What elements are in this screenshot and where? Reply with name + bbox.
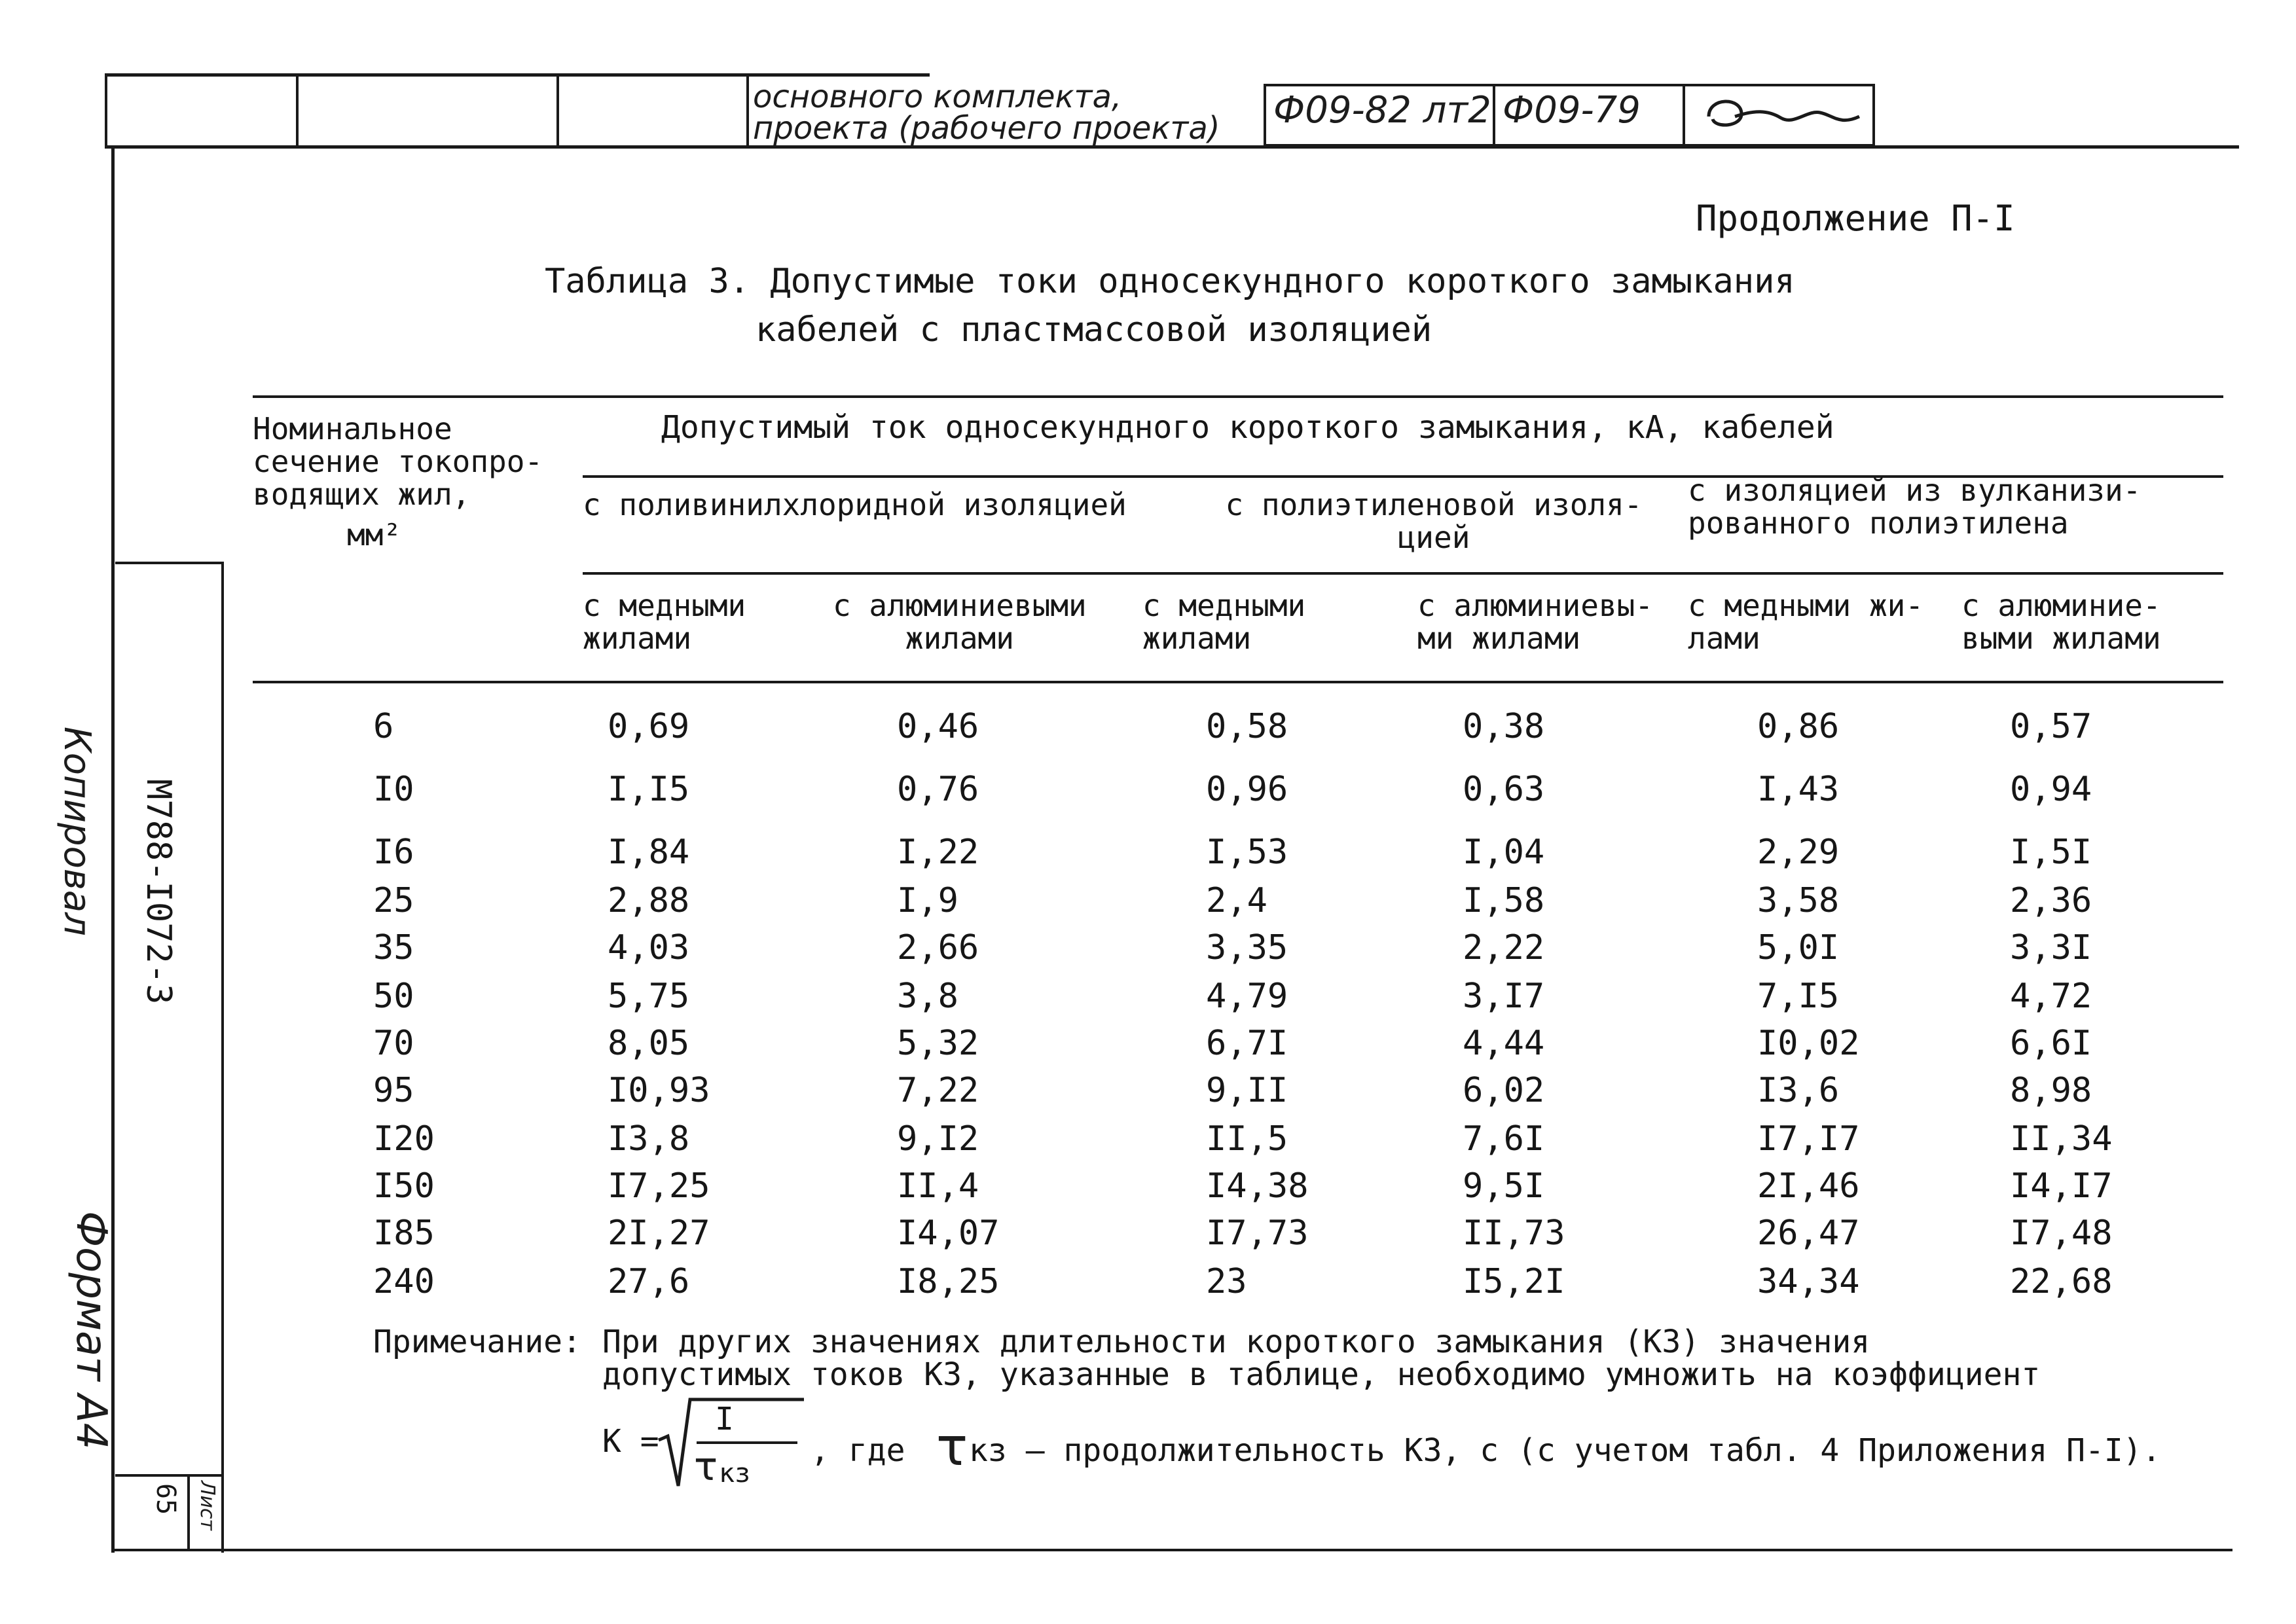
- row-section: 95: [373, 1071, 414, 1110]
- row-value: 4,44: [1463, 1024, 1545, 1063]
- row-value: I,84: [608, 833, 690, 872]
- row-value: 0,76: [897, 770, 979, 809]
- row-value: I4,07: [897, 1214, 1000, 1253]
- row-value: 8,98: [2010, 1071, 2092, 1110]
- table-subtitle: кабелей с пластмассовой изоляцией: [756, 310, 1432, 350]
- row-value: I,22: [897, 833, 979, 872]
- row-value: 9,II: [1206, 1071, 1288, 1110]
- header-sub-aluminium-pvc: с алюминиевыми жилами: [833, 588, 1087, 656]
- side-stamp-block: [115, 562, 224, 1553]
- title-block-top-rule: [105, 73, 930, 77]
- frame-bottom-line: [111, 1549, 2232, 1551]
- row-value: 7,6I: [1463, 1119, 1545, 1159]
- row-value: 4,79: [1206, 977, 1288, 1016]
- row-value: 34,34: [1757, 1262, 1860, 1301]
- row-value: 4,72: [2010, 977, 2092, 1016]
- header-group-pvc: с поливинилхлоридной изоляцией: [583, 487, 1127, 522]
- header-sub-copper-pvc: с медными жилами: [583, 588, 746, 656]
- formula-k: К =: [602, 1423, 659, 1460]
- row-value: 27,6: [608, 1262, 690, 1301]
- row-value: I,I5: [608, 770, 690, 809]
- note-tail: кз – продолжительность КЗ, с (с учетом табл. 4 Приложения П-I).: [969, 1432, 2161, 1469]
- row-value: 0,96: [1206, 770, 1288, 809]
- form-code: Ф09-79: [1503, 89, 1641, 132]
- row-value: 2I,46: [1757, 1166, 1860, 1206]
- row-value: I,04: [1463, 833, 1545, 872]
- title-block-divider: [556, 73, 559, 145]
- row-value: I7,I7: [1757, 1119, 1860, 1159]
- row-value: 7,I5: [1757, 977, 1840, 1016]
- row-value: 6,02: [1463, 1071, 1545, 1110]
- row-value: 26,47: [1757, 1214, 1860, 1253]
- row-section: 70: [373, 1024, 414, 1063]
- title-block-divider: [746, 73, 749, 145]
- continuation-label: Продолжение П-I: [1696, 198, 2015, 239]
- base-set-label: проекта (рабочего проекта): [753, 110, 1220, 147]
- row-value: 22,68: [2010, 1262, 2113, 1301]
- row-value: II,4: [897, 1166, 979, 1206]
- title-block-divider: [296, 73, 299, 145]
- header-sub-aluminium-xlpe: с алюминие- выми жилами: [1961, 588, 2161, 656]
- row-value: 0,38: [1463, 707, 1545, 746]
- note-tau: τ: [936, 1416, 968, 1477]
- doc-number: М788-I072-3: [139, 779, 178, 1005]
- row-value: II,34: [2010, 1119, 2113, 1159]
- row-value: I,9: [897, 881, 958, 920]
- row-section: 35: [373, 928, 414, 967]
- row-value: 8,05: [608, 1024, 690, 1063]
- row-value: 3,58: [1757, 881, 1840, 920]
- stamp-divider: [1493, 84, 1495, 144]
- row-section: 25: [373, 881, 414, 920]
- note-label: Примечание:: [373, 1324, 581, 1360]
- row-value: 6,6I: [2010, 1024, 2092, 1063]
- row-value: 5,32: [897, 1024, 979, 1063]
- row-value: 0,86: [1757, 707, 1840, 746]
- row-value: I8,25: [897, 1262, 1000, 1301]
- row-value: I,58: [1463, 881, 1545, 920]
- row-value: 0,58: [1206, 707, 1288, 746]
- row-value: 3,3I: [2010, 928, 2092, 967]
- note-line: При других значениях длительности короткого замыкания (КЗ) значения: [602, 1324, 1870, 1360]
- row-value: 9,I2: [897, 1119, 979, 1159]
- base-set-label: основного комплекта,: [753, 79, 1122, 115]
- note-tail: , где: [811, 1432, 905, 1469]
- row-value: 5,0I: [1757, 928, 1840, 967]
- row-section: I85: [373, 1214, 435, 1253]
- title-block-divider: [105, 73, 107, 145]
- row-section: I6: [373, 833, 414, 872]
- table-title: Таблица 3. Допустимые токи односекундного короткого замыкания: [545, 262, 1795, 301]
- table-top-rule: [253, 395, 2223, 398]
- table-subgroup-rule: [583, 572, 2223, 575]
- header-main: Допустимый ток односекундного короткого замыкания, кА, кабелей: [661, 409, 1834, 446]
- header-group-xlpe: с изоляцией из вулканизи- рованного полиэтилена: [1688, 473, 2141, 541]
- row-value: 9,5I: [1463, 1166, 1545, 1206]
- row-value: I3,8: [608, 1119, 690, 1159]
- row-value: I7,25: [608, 1166, 710, 1206]
- side-stamp-divider: [115, 1474, 224, 1477]
- row-value: I7,48: [2010, 1214, 2113, 1253]
- header-section: Номинальное сечение токопро- водящих жил,: [253, 411, 543, 512]
- sheet-number: 65: [151, 1483, 181, 1515]
- row-value: I0,93: [608, 1071, 710, 1110]
- table-header-bottom-rule: [253, 681, 2223, 683]
- row-value: I7,73: [1206, 1214, 1309, 1253]
- row-value: II,73: [1463, 1214, 1565, 1253]
- row-value: I,43: [1757, 770, 1840, 809]
- row-section: I50: [373, 1166, 435, 1206]
- header-unit: мм²: [347, 517, 402, 552]
- row-value: I4,I7: [2010, 1166, 2113, 1206]
- row-value: 0,57: [2010, 707, 2092, 746]
- header-sub-aluminium-pe: с алюминиевы- ми жилами: [1417, 588, 1654, 656]
- row-value: 0,69: [608, 707, 690, 746]
- formula-subscript: кз: [719, 1458, 751, 1489]
- row-value: 2,36: [2010, 881, 2092, 920]
- copied-by-label: Копировал: [56, 727, 98, 936]
- row-value: 5,75: [608, 977, 690, 1016]
- header-sub-copper-xlpe: с медными жи- лами: [1688, 588, 1924, 656]
- row-value: I5,2I: [1463, 1262, 1565, 1301]
- doc-code: Ф09-82 лт2: [1273, 89, 1491, 132]
- row-value: I4,38: [1206, 1166, 1309, 1206]
- row-value: 2,4: [1206, 881, 1267, 920]
- row-value: 7,22: [897, 1071, 979, 1110]
- row-value: 0,46: [897, 707, 979, 746]
- row-value: 4,03: [608, 928, 690, 967]
- row-value: 3,8: [897, 977, 958, 1016]
- row-value: I,5I: [2010, 833, 2092, 872]
- header-sub-copper-pe: с медными жилами: [1142, 588, 1306, 656]
- row-value: I,53: [1206, 833, 1288, 872]
- row-section: 6: [373, 707, 394, 746]
- row-value: 2,88: [608, 881, 690, 920]
- row-section: 50: [373, 977, 414, 1016]
- header-group-pe: с полиэтиленовой изоля- цией: [1225, 487, 1643, 555]
- row-value: 0,63: [1463, 770, 1545, 809]
- row-value: 6,7I: [1206, 1024, 1288, 1063]
- row-value: 2I,27: [608, 1214, 710, 1253]
- row-value: 2,29: [1757, 833, 1840, 872]
- row-value: II,5: [1206, 1119, 1288, 1159]
- stamp-divider: [1683, 84, 1685, 144]
- sheet-label: Лист: [196, 1481, 219, 1531]
- row-value: I0,02: [1757, 1024, 1860, 1063]
- row-value: 3,35: [1206, 928, 1288, 967]
- formula-numerator: I: [715, 1401, 734, 1437]
- row-value: 3,I7: [1463, 977, 1545, 1016]
- note-line: допустимых токов КЗ, указанные в таблице, необходимо умножить на коэффициент: [602, 1356, 2041, 1393]
- row-value: I3,6: [1757, 1071, 1840, 1110]
- row-section: I20: [373, 1119, 435, 1159]
- format-label: Формат А4: [67, 1211, 115, 1450]
- formula-tau: τ: [694, 1444, 718, 1490]
- row-section: I0: [373, 770, 414, 809]
- row-value: 2,66: [897, 928, 979, 967]
- row-value: 2,22: [1463, 928, 1545, 967]
- row-section: 240: [373, 1262, 435, 1301]
- row-value: 23: [1206, 1262, 1247, 1301]
- side-stamp-divider: [187, 1474, 190, 1550]
- signature-icon: [1696, 90, 1866, 139]
- row-value: 0,94: [2010, 770, 2092, 809]
